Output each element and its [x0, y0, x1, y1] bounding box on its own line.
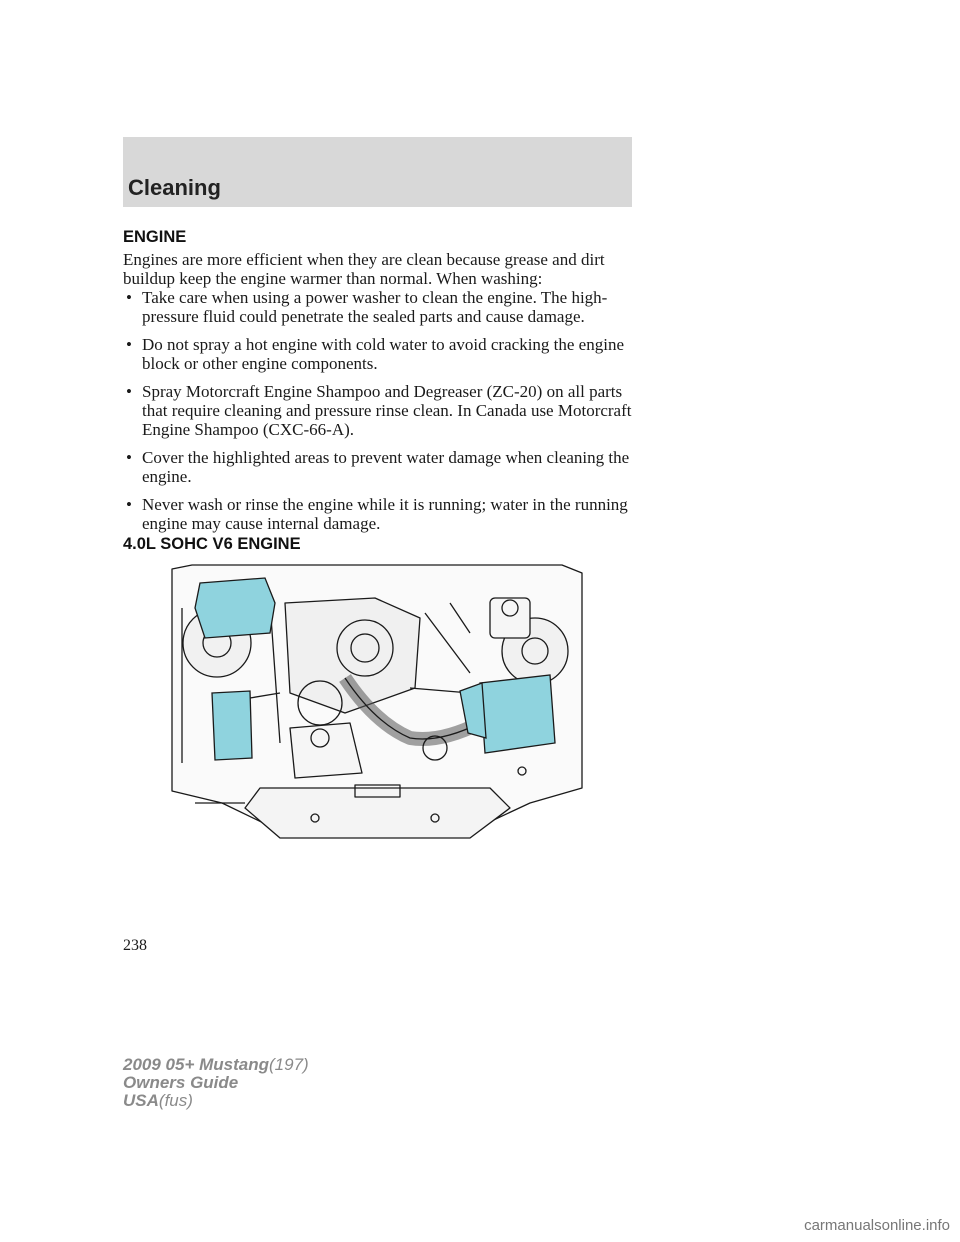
footer-market-code: (fus) [158, 1091, 193, 1110]
bullet-text: Spray Motorcraft Engine Shampoo and Degreaser (ZC-20) on all parts that require cleaning and pressure rinse clean. In Canada use Motorcraft Engine Shampoo (CXC-66-A). [142, 382, 632, 439]
bullet-icon: • [126, 495, 132, 514]
footer-model: 2009 05+ Mustang [123, 1055, 269, 1074]
footer-guide: Owners Guide [123, 1073, 239, 1092]
bullet-text: Never wash or rinse the engine while it is running; water in the running engine may cause internal damage. [142, 495, 628, 533]
page-title: Cleaning [128, 175, 221, 200]
bullet-icon: • [126, 335, 132, 354]
watermark: carmanualsonline.info [804, 1217, 950, 1234]
footer-market: USA [123, 1091, 159, 1110]
radiator-support [245, 788, 510, 838]
list-item [123, 495, 643, 533]
bullet-text: Do not spray a hot engine with cold water to avoid cracking the engine block or other engine components. [142, 335, 624, 373]
list-item [123, 288, 643, 326]
bullet-list [123, 288, 643, 542]
fuse-box-highlight [195, 578, 275, 638]
list-item [123, 335, 643, 373]
section-heading-engine: ENGINE [123, 228, 187, 246]
footer-model-code: (197) [269, 1055, 309, 1074]
footer [123, 1056, 309, 1110]
intro-paragraph: Engines are more efficient when they are clean because grease and dirt buildup keep the engine warmer than normal. When washing: [123, 250, 605, 288]
brake-fluid-reservoir [490, 598, 530, 638]
bullet-icon: • [126, 382, 132, 401]
engine-compartment-diagram [170, 563, 584, 863]
section-heading-v6-engine: 4.0L SOHC V6 ENGINE [123, 535, 301, 553]
air-filter-highlight [480, 675, 555, 753]
bullet-text: Take care when using a power washer to clean the engine. The high-pressure fluid could penetrate the sealed parts and cause damage. [142, 288, 608, 326]
list-item [123, 382, 643, 439]
page-number: 238 [123, 937, 147, 954]
bullet-text: Cover the highlighted areas to prevent water damage when cleaning the engine. [142, 448, 630, 486]
bullet-icon: • [126, 448, 132, 467]
battery-highlight [212, 691, 252, 760]
bullet-icon: • [126, 288, 132, 307]
list-item [123, 448, 643, 486]
